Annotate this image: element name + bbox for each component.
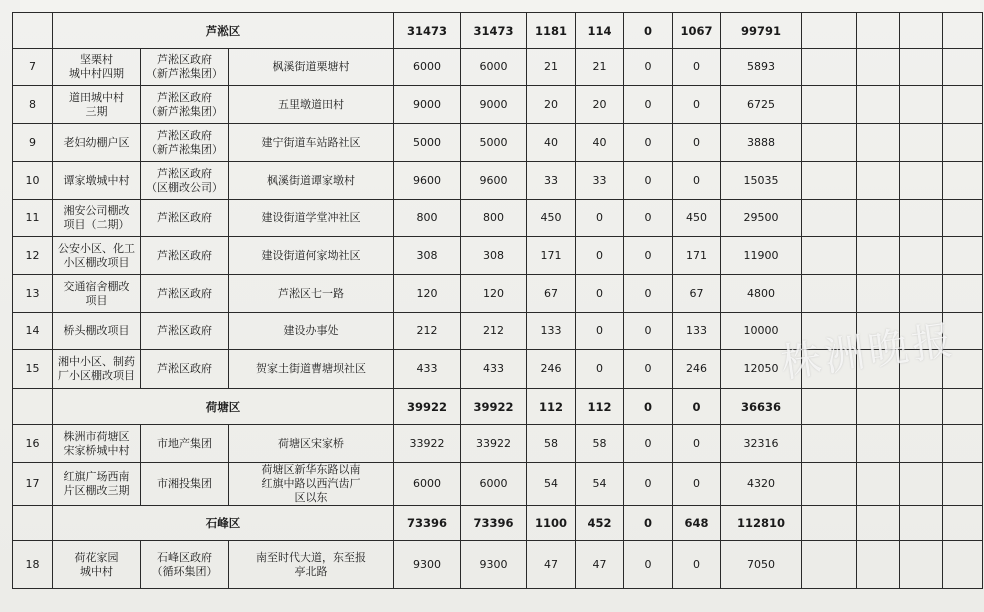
numeric-value: 450 [527,200,576,237]
table-row [13,425,983,463]
group-total-value: 452 [576,506,624,541]
empty-cell [802,506,857,541]
empty-cell [900,313,943,350]
numeric-value: 0 [624,463,673,506]
empty-cell [900,541,943,589]
empty-cell [900,162,943,200]
group-total-value: 99791 [721,13,802,49]
numeric-value: 9300 [394,541,461,589]
numeric-value: 246 [527,350,576,389]
numeric-value: 3888 [721,124,802,162]
empty-cell [943,237,983,275]
numeric-value: 212 [394,313,461,350]
implementing-body: 芦淞区政府 [141,237,229,275]
empty-cell [802,275,857,313]
numeric-value: 120 [394,275,461,313]
empty-cell [857,463,900,506]
numeric-value: 10000 [721,313,802,350]
empty-cell [900,463,943,506]
numeric-value: 5000 [461,124,527,162]
numeric-value: 433 [394,350,461,389]
group-total-value: 112 [527,389,576,425]
empty-cell [900,124,943,162]
table-row [13,463,983,506]
implementing-body: 市地产集团 [141,425,229,463]
empty-cell [943,313,983,350]
numeric-value: 4320 [721,463,802,506]
numeric-value: 9000 [394,86,461,124]
numeric-value: 40 [527,124,576,162]
numeric-value: 0 [576,350,624,389]
numeric-value: 0 [673,162,721,200]
group-total-value: 112810 [721,506,802,541]
table-row [13,200,983,237]
empty-cell [802,425,857,463]
numeric-value: 9000 [461,86,527,124]
implementing-body: 芦淞区政府 [141,350,229,389]
empty-cell [943,389,983,425]
row-number: 12 [13,237,53,275]
empty-cell [943,13,983,49]
numeric-value: 308 [394,237,461,275]
numeric-value: 67 [527,275,576,313]
empty-cell [943,124,983,162]
project-location: 枫溪街道谭家墩村 [229,162,394,200]
newspaper-watermark: 株洲晚报 [778,316,959,387]
group-total-row [13,13,983,49]
empty-cell [943,506,983,541]
empty-cell [900,86,943,124]
empty-cell [802,541,857,589]
numeric-value: 212 [461,313,527,350]
empty-cell [802,389,857,425]
numeric-value: 0 [624,425,673,463]
numeric-value: 58 [576,425,624,463]
project-location: 建宁街道车站路社区 [229,124,394,162]
numeric-value: 120 [461,275,527,313]
group-total-value: 73396 [461,506,527,541]
row-number: 14 [13,313,53,350]
empty-cell [857,389,900,425]
empty-cell [857,200,900,237]
empty-cell [802,350,857,389]
table-row [13,49,983,86]
empty-cell [900,13,943,49]
numeric-value: 0 [624,541,673,589]
empty-cell [900,49,943,86]
empty-cell [943,162,983,200]
numeric-value: 246 [673,350,721,389]
project-name: 交通宿舍棚改 项目 [53,275,141,313]
numeric-value: 0 [624,350,673,389]
empty-cell [943,49,983,86]
numeric-value: 47 [576,541,624,589]
project-location: 五里墩道田村 [229,86,394,124]
empty-cell [857,237,900,275]
group-total-value: 31473 [394,13,461,49]
numeric-value: 33922 [394,425,461,463]
implementing-body: 芦淞区政府 （新芦淞集团） [141,86,229,124]
empty-cell [857,350,900,389]
numeric-value: 0 [673,541,721,589]
row-number: 10 [13,162,53,200]
group-total-value: 648 [673,506,721,541]
project-name: 湘安公司棚改 项目（二期） [53,200,141,237]
numeric-value: 308 [461,237,527,275]
row-number: 11 [13,200,53,237]
empty-cell [802,86,857,124]
numeric-value: 47 [527,541,576,589]
numeric-value: 33 [576,162,624,200]
numeric-value: 9600 [461,162,527,200]
implementing-body: 芦淞区政府 [141,275,229,313]
table-row [13,313,983,350]
empty-cell [802,463,857,506]
numeric-value: 0 [624,313,673,350]
project-location: 建设街道何家坳社区 [229,237,394,275]
implementing-body: 芦淞区政府 （区棚改公司） [141,162,229,200]
empty-cell [857,541,900,589]
row-number: 13 [13,275,53,313]
project-name: 湘中小区、制药 厂小区棚改项目 [53,350,141,389]
table-row [13,275,983,313]
numeric-value: 6000 [394,463,461,506]
project-location: 南至时代大道，东至报 亭北路 [229,541,394,589]
empty-cell [857,506,900,541]
project-location: 荷塘区新华东路以南 红旗中路以西汽齿厂 区以东 [229,463,394,506]
empty-cell [943,425,983,463]
numeric-value: 20 [527,86,576,124]
row-number: 8 [13,86,53,124]
numeric-value: 9300 [461,541,527,589]
numeric-value: 0 [624,275,673,313]
row-number: 7 [13,49,53,86]
empty-cell [943,350,983,389]
numeric-value: 21 [527,49,576,86]
numeric-value: 67 [673,275,721,313]
numeric-value: 0 [624,237,673,275]
numeric-value: 133 [527,313,576,350]
group-total-value: 36636 [721,389,802,425]
numeric-value: 33 [527,162,576,200]
table-row [13,86,983,124]
row-index [13,506,53,541]
empty-cell [900,389,943,425]
group-total-value: 0 [624,13,673,49]
numeric-value: 450 [673,200,721,237]
numeric-value: 54 [576,463,624,506]
group-total-value: 0 [673,389,721,425]
empty-cell [802,124,857,162]
project-name: 道田城中村 三期 [53,86,141,124]
empty-cell [900,200,943,237]
numeric-value: 5000 [394,124,461,162]
numeric-value: 29500 [721,200,802,237]
numeric-value: 12050 [721,350,802,389]
project-location: 建设街道学堂冲社区 [229,200,394,237]
numeric-value: 6725 [721,86,802,124]
implementing-body: 芦淞区政府 [141,200,229,237]
group-total-value: 39922 [461,389,527,425]
empty-cell [857,275,900,313]
numeric-value: 5893 [721,49,802,86]
project-name: 坚栗村 城中村四期 [53,49,141,86]
empty-cell [900,237,943,275]
numeric-value: 0 [673,463,721,506]
numeric-value: 54 [527,463,576,506]
empty-cell [857,86,900,124]
empty-cell [802,200,857,237]
empty-cell [900,350,943,389]
row-number: 17 [13,463,53,506]
numeric-value: 0 [576,275,624,313]
implementing-body: 芦淞区政府 （新芦淞集团） [141,124,229,162]
numeric-value: 6000 [461,463,527,506]
empty-cell [900,506,943,541]
numeric-value: 7050 [721,541,802,589]
group-total-row [13,389,983,425]
empty-cell [802,49,857,86]
group-name: 芦淞区 [53,13,394,49]
numeric-value: 0 [673,49,721,86]
empty-cell [943,86,983,124]
numeric-value: 58 [527,425,576,463]
project-name: 荷花家园 城中村 [53,541,141,589]
project-name: 公安小区、化工 小区棚改项目 [53,237,141,275]
group-name: 石峰区 [53,506,394,541]
page-top-edge [20,0,980,12]
project-location: 芦淞区七一路 [229,275,394,313]
empty-cell [857,425,900,463]
group-total-value: 114 [576,13,624,49]
numeric-value: 0 [673,425,721,463]
project-name: 红旗广场西南 片区棚改三期 [53,463,141,506]
numeric-value: 15035 [721,162,802,200]
group-total-value: 73396 [394,506,461,541]
project-location: 荷塘区宋家桥 [229,425,394,463]
numeric-value: 0 [624,86,673,124]
empty-cell [900,275,943,313]
group-total-value: 0 [624,389,673,425]
implementing-body: 芦淞区政府 [141,313,229,350]
implementing-body: 市湘投集团 [141,463,229,506]
group-total-value: 1181 [527,13,576,49]
empty-cell [943,200,983,237]
empty-cell [857,13,900,49]
numeric-value: 20 [576,86,624,124]
numeric-value: 6000 [461,49,527,86]
group-total-value: 39922 [394,389,461,425]
row-number: 18 [13,541,53,589]
numeric-value: 171 [527,237,576,275]
group-total-row [13,506,983,541]
row-number: 16 [13,425,53,463]
numeric-value: 4800 [721,275,802,313]
project-name: 株洲市荷塘区 宋家桥城中村 [53,425,141,463]
empty-cell [857,313,900,350]
numeric-value: 33922 [461,425,527,463]
group-name: 荷塘区 [53,389,394,425]
numeric-value: 0 [624,49,673,86]
empty-cell [900,425,943,463]
numeric-value: 9600 [394,162,461,200]
numeric-value: 0 [673,124,721,162]
empty-cell [802,162,857,200]
project-name: 老妇幼棚户区 [53,124,141,162]
numeric-value: 0 [624,124,673,162]
numeric-value: 800 [461,200,527,237]
empty-cell [943,463,983,506]
row-index [13,389,53,425]
project-location: 枫溪街道栗塘村 [229,49,394,86]
numeric-value: 0 [624,162,673,200]
project-location: 贺家土街道曹塘坝社区 [229,350,394,389]
project-name: 谭家墩城中村 [53,162,141,200]
project-location: 建设办事处 [229,313,394,350]
numeric-value: 0 [576,200,624,237]
implementing-body: 石峰区政府 （循环集团） [141,541,229,589]
empty-cell [857,162,900,200]
table-row [13,350,983,389]
numeric-value: 6000 [394,49,461,86]
numeric-value: 433 [461,350,527,389]
numeric-value: 800 [394,200,461,237]
project-name: 桥头棚改项目 [53,313,141,350]
empty-cell [802,313,857,350]
numeric-value: 0 [624,200,673,237]
numeric-value: 21 [576,49,624,86]
numeric-value: 40 [576,124,624,162]
group-total-value: 112 [576,389,624,425]
group-total-value: 1067 [673,13,721,49]
numeric-value: 11900 [721,237,802,275]
table-row [13,237,983,275]
numeric-value: 0 [673,86,721,124]
row-number: 9 [13,124,53,162]
numeric-value: 32316 [721,425,802,463]
empty-cell [943,275,983,313]
group-total-value: 1100 [527,506,576,541]
numeric-value: 0 [576,237,624,275]
group-total-value: 0 [624,506,673,541]
table-row [13,541,983,589]
implementing-body: 芦淞区政府 （新芦淞集团） [141,49,229,86]
numeric-value: 0 [576,313,624,350]
group-total-value: 31473 [461,13,527,49]
row-number: 15 [13,350,53,389]
empty-cell [802,13,857,49]
table-row [13,162,983,200]
row-index [13,13,53,49]
empty-cell [857,49,900,86]
empty-cell [802,237,857,275]
table-row [13,124,983,162]
housing-renovation-table [12,12,983,589]
empty-cell [943,541,983,589]
numeric-value: 171 [673,237,721,275]
numeric-value: 133 [673,313,721,350]
empty-cell [857,124,900,162]
